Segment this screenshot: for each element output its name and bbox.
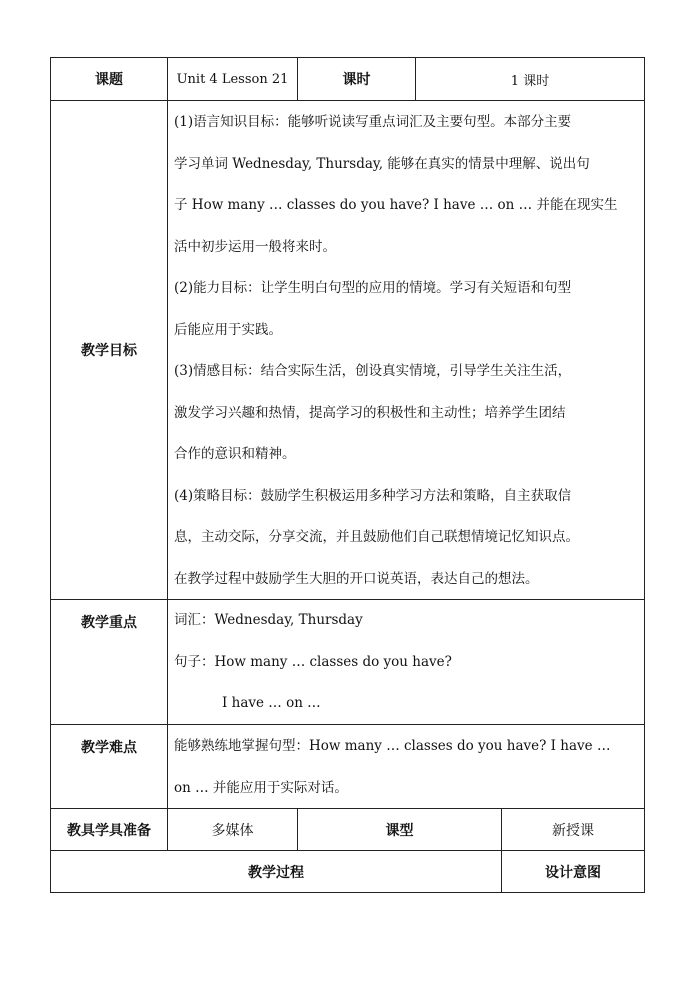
objectives-line: 合作的意识和精神。 [174, 446, 296, 462]
difficulties-line: on … 并能应用于实际对话。 [174, 779, 348, 796]
objectives-line: 在教学过程中鼓励学生大胆的开口说英语，表达自己的想法。 [174, 570, 539, 587]
hours-label: 课时 [297, 57, 416, 101]
intent-label: 设计意图 [501, 850, 645, 893]
key-points-line: 句子：How many … classes do you have? [174, 653, 452, 670]
topic-label: 课题 [50, 57, 168, 101]
objectives-label: 教学目标 [50, 100, 168, 600]
key-points-line: 词汇：Wednesday, Thursday [174, 612, 363, 628]
topic-value: Unit 4 Lesson 21 [167, 57, 298, 101]
objectives-content [167, 100, 645, 600]
type-label: 课型 [297, 808, 502, 851]
objectives-line: 子 How many … classes do you have? I have … on … 并能在现实生 [174, 197, 618, 213]
key-points-content [167, 599, 645, 725]
objectives-line: (4)策略目标：鼓励学生积极运用多种学习方法和策略，自主获取信 [174, 487, 572, 504]
objectives-line: 学习单词 Wednesday, Thursday, 能够在真实的情景中理解、说出句 [174, 155, 590, 172]
objectives-line: 后能应用于实践。 [174, 321, 282, 338]
difficulties-label: 教学难点 [50, 724, 168, 809]
objectives-line: (2)能力目标：让学生明白句型的应用的情境。学习有关短语和句型 [174, 280, 572, 296]
objectives-line: (3)情感目标：结合实际生活，创设真实情境，引导学生关注生活， [174, 363, 572, 379]
type-value: 新授课 [501, 808, 645, 851]
key-points-label: 教学重点 [50, 599, 168, 725]
prep-value: 多媒体 [167, 808, 298, 851]
prep-label: 教具学具准备 [50, 808, 168, 851]
objectives-line: 活中初步运用一般将来时。 [174, 238, 336, 255]
process-label: 教学过程 [50, 850, 502, 893]
objectives-line: (1)语言知识目标：能够听说读写重点词汇及主要句型。本部分主要 [174, 114, 572, 130]
objectives-line: 息，主动交际，分享交流，并且鼓励他们自己联想情境记忆知识点。 [174, 529, 579, 545]
difficulties-content [167, 724, 645, 809]
key-points-line: I have … on … [222, 695, 321, 711]
hours-value: 1 课时 [415, 57, 645, 101]
objectives-line: 激发学习兴趣和热情，提高学习的积极性和主动性；培养学生团结 [174, 404, 566, 421]
difficulties-line: 能够熟练地掌握句型：How many … classes do you have? I have … [174, 738, 611, 754]
